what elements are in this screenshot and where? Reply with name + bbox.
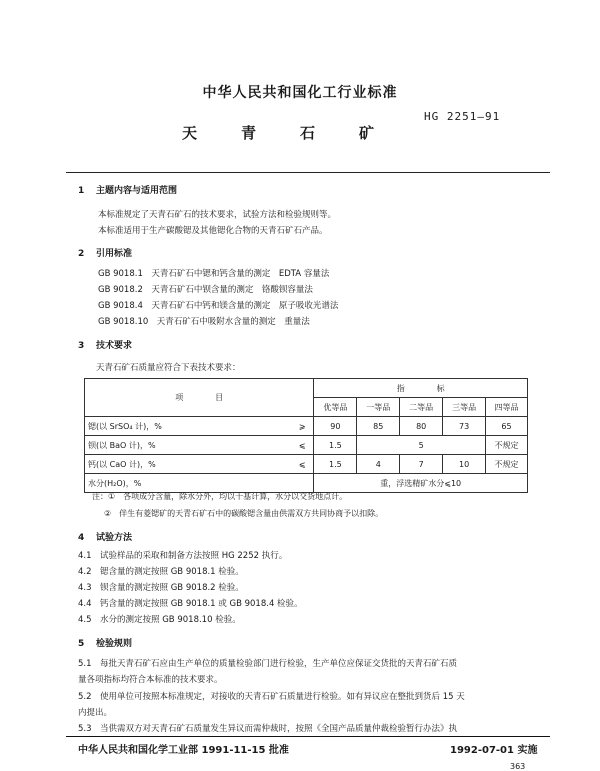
paragraph: 本标准规定了天青石矿石的技术要求，试验方法和检验规则等。 xyxy=(98,210,337,220)
section-1-heading xyxy=(78,183,177,196)
table-cell: 73 xyxy=(443,417,486,436)
section-title: 技术要求 xyxy=(96,341,133,351)
clause: 5.1 每批天青石矿石应由生产单位的质量检验部门进行检验，生产单位应保证交货批的天青石矿石质 xyxy=(78,659,458,669)
table-cell: 重，浮选精矿水分⩽10 xyxy=(314,474,528,493)
section-number: 4 xyxy=(78,533,85,543)
section-2-heading xyxy=(78,246,132,259)
paragraph: 本标准适用于生产碳酸锶及其他锶化合物的天青石矿石产品。 xyxy=(98,226,328,236)
table-cell: 1.5 xyxy=(314,455,357,474)
clause: 4.1 试验样品的采取和制备方法按照 HG 2252 执行。 xyxy=(78,551,288,561)
section-number: 3 xyxy=(78,341,85,351)
section-number: 1 xyxy=(78,186,85,196)
reference-item: GB 9018.1 天青石矿石中锶和钙含量的测定 EDTA 容量法 xyxy=(98,269,330,279)
table-cell: 80 xyxy=(400,417,443,436)
page-number: 363 xyxy=(510,762,526,771)
grade-header: 优等品 xyxy=(314,398,357,417)
grade-header: 四等品 xyxy=(486,398,528,417)
section-number: 5 xyxy=(78,639,85,649)
row-name: 水分(H₂O)，% xyxy=(85,474,314,493)
table-cell: 5 xyxy=(357,436,486,455)
section-title: 主题内容与适用范围 xyxy=(96,186,178,196)
section-5-heading xyxy=(78,636,132,649)
table-row xyxy=(85,436,528,455)
row-name: 钙(以 CaO 计)，% xyxy=(85,455,280,474)
clause: 4.5 水分的测定按照 GB 9018.10 检验。 xyxy=(78,615,241,625)
section-4-heading xyxy=(78,530,132,543)
row-name: 钡(以 BaO 计)，% xyxy=(85,436,280,455)
section-title: 引用标准 xyxy=(96,249,133,259)
section-title: 试验方法 xyxy=(96,533,133,543)
table-cell: 1.5 xyxy=(314,436,357,455)
implementation-date: 1992-07-01 实施 xyxy=(450,745,538,756)
clause: 5.2 使用单位可按照本标准规定，对接收的天青石矿石质量进行检验。如有异议应在整批到货后 15 天 xyxy=(78,692,465,702)
table-cell: 10 xyxy=(443,455,486,474)
table-cell: 4 xyxy=(357,455,400,474)
section-3-heading xyxy=(78,338,132,351)
table-cell: 85 xyxy=(357,417,400,436)
row-symbol: ⩽ xyxy=(280,455,314,474)
standard-title: 中华人民共和国化工行业标准 xyxy=(202,85,398,101)
header-index: 指 标 xyxy=(314,379,528,398)
standard-code: HG 2251—91 xyxy=(424,110,501,123)
clause: 内提出。 xyxy=(78,708,113,718)
table-row xyxy=(85,417,528,436)
grade-header: 一等品 xyxy=(357,398,400,417)
header-item: 项 目 xyxy=(85,379,314,417)
clause: 4.3 钡含量的测定按照 GB 9018.2 检验。 xyxy=(78,583,244,593)
clause: 5.3 当供需双方对天青石矿石质量发生异议而需仲裁时，按照《全国产品质量仲裁检验暂行办法》执 xyxy=(78,724,458,734)
table-cell: 不规定 xyxy=(486,436,528,455)
reference-item: GB 9018.2 天青石矿石中钡含量的测定 铬酸钡容量法 xyxy=(98,285,313,295)
section-number: 2 xyxy=(78,249,85,259)
table-row xyxy=(85,474,528,493)
row-name: 锶(以 SrSO₄ 计)，% xyxy=(85,417,280,436)
table-cell: 65 xyxy=(486,417,528,436)
table-cell: 不规定 xyxy=(486,455,528,474)
approval-date: 中华人民共和国化学工业部 1991-11-15 批准 xyxy=(78,745,289,756)
reference-item: GB 9018.10 天青石矿石中吸附水含量的测定 重量法 xyxy=(98,317,310,327)
grade-header: 三等品 xyxy=(443,398,486,417)
grade-header: 二等品 xyxy=(400,398,443,417)
table-intro: 天青石矿石质量应符合下表技术要求： xyxy=(96,363,241,373)
row-symbol: ⩽ xyxy=(280,436,314,455)
section-title: 检验规则 xyxy=(96,639,133,649)
table-note: ② 伴生有菱锶矿的天青石矿石中的碳酸锶含量由供需双方共同协商予以扣除。 xyxy=(104,509,384,518)
table-note: 注：① 各项成分含量，除水分外，均以干基计算，水分以交货地点计。 xyxy=(92,492,348,501)
header-divider xyxy=(66,172,550,173)
clause: 4.4 钙含量的测定按照 GB 9018.1 或 GB 9018.4 检验。 xyxy=(78,599,303,609)
table-cell: 90 xyxy=(314,417,357,436)
table-row xyxy=(85,455,528,474)
reference-item: GB 9018.4 天青石矿石中钙和镁含量的测定 原子吸收光谱法 xyxy=(98,301,339,311)
footer-divider xyxy=(66,736,550,737)
table-header-row xyxy=(85,379,528,398)
row-symbol: ⩾ xyxy=(280,417,314,436)
clause: 量各项指标均符合本标准的技术要求。 xyxy=(78,675,223,685)
quality-spec-table xyxy=(84,378,528,493)
document-title: 天青石矿 xyxy=(182,124,419,142)
clause: 4.2 锶含量的测定按照 GB 9018.1 检验。 xyxy=(78,567,244,577)
table-cell: 7 xyxy=(400,455,443,474)
